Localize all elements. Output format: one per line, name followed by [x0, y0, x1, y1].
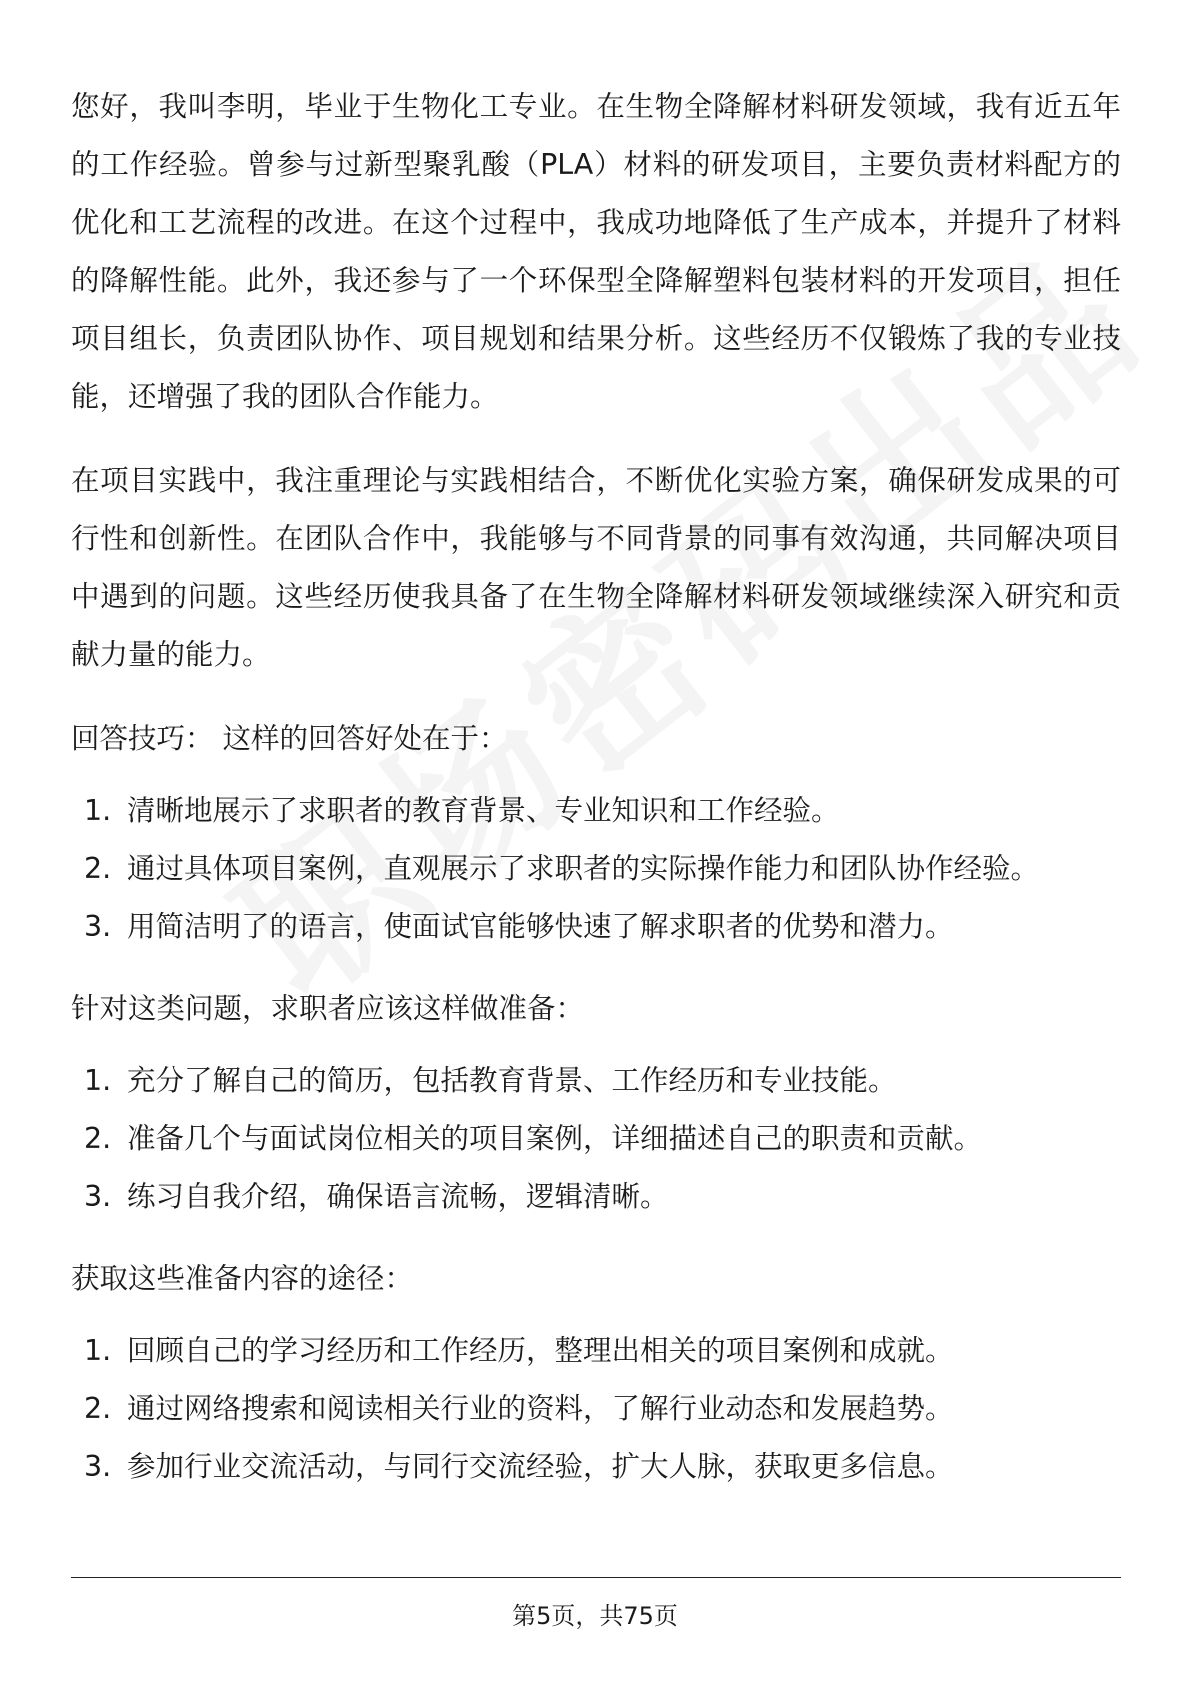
footer-divider	[71, 1577, 1121, 1578]
list-text: 准备几个与面试岗位相关的项目案例，详细描述自己的职责和贡献。	[127, 1122, 983, 1155]
section-heading-sources: 获取这些准备内容的途径：	[71, 1262, 414, 1295]
preparation-list	[71, 1052, 1121, 1226]
list-text: 用简洁明了的语言，使面试官能够快速了解求职者的优势和潜力。	[127, 910, 954, 943]
list-item	[71, 1168, 1121, 1226]
list-item	[71, 898, 1121, 956]
list-number: 1.	[84, 794, 112, 827]
list-number: 3.	[84, 1180, 112, 1213]
list-item	[71, 1110, 1121, 1168]
list-number: 2.	[84, 1122, 112, 1155]
list-number: 1.	[84, 1334, 112, 1367]
list-text: 清晰地展示了求职者的教育背景、专业知识和工作经验。	[127, 794, 840, 827]
list-number: 2.	[84, 852, 112, 885]
list-number: 3.	[84, 1450, 112, 1483]
list-text: 回顾自己的学习经历和工作经历，整理出相关的项目案例和成就。	[127, 1334, 954, 1367]
list-item	[71, 1052, 1121, 1110]
section-heading-tips: 回答技巧： 这样的回答好处在于：	[71, 722, 508, 755]
list-text: 通过网络搜索和阅读相关行业的资料，了解行业动态和发展趋势。	[127, 1392, 954, 1425]
tips-list	[71, 782, 1121, 956]
list-item	[71, 1322, 1121, 1380]
page-content	[71, 78, 1121, 1520]
list-text: 练习自我介绍，确保语言流畅，逻辑清晰。	[127, 1180, 669, 1213]
sources-list	[71, 1322, 1121, 1496]
list-item	[71, 1438, 1121, 1496]
list-item	[71, 782, 1121, 840]
page-number: 第5页，共75页	[512, 1602, 678, 1630]
list-number: 2.	[84, 1392, 112, 1425]
experience-paragraph: 在项目实践中，我注重理论与实践相结合，不断优化实验方案，确保研发成果的可行性和创新性。在团队合作中，我能够与不同背景的同事有效沟通，共同解决项目中遇到的问题。这些经历使我具备了在生物全降解材料研发领域继续深入研究和贡献力量的能力。	[71, 464, 1121, 671]
section-heading-preparation: 针对这类问题，求职者应该这样做准备：	[71, 992, 585, 1025]
list-text: 充分了解自己的简历，包括教育背景、工作经历和专业技能。	[127, 1064, 897, 1097]
list-item	[71, 1380, 1121, 1438]
list-number: 1.	[84, 1064, 112, 1097]
list-number: 3.	[84, 910, 112, 943]
list-item	[71, 840, 1121, 898]
list-text: 通过具体项目案例，直观展示了求职者的实际操作能力和团队协作经验。	[127, 852, 1040, 885]
intro-paragraph: 您好，我叫李明，毕业于生物化工专业。在生物全降解材料研发领域，我有近五年的工作经验。曾参与过新型聚乳酸（PLA）材料的研发项目，主要负责材料配方的优化和工艺流程的改进。在这个过程中，我成功地降低了生产成本，并提升了材料的降解性能。此外，我还参与了一个环保型全降解塑料包装材料的开发项目，担任项目组长，负责团队协作、项目规划和结果分析。这些经历不仅锻炼了我的专业技能，还增强了我的团队合作能力。	[71, 90, 1121, 413]
list-text: 参加行业交流活动，与同行交流经验，扩大人脉，获取更多信息。	[127, 1450, 954, 1483]
